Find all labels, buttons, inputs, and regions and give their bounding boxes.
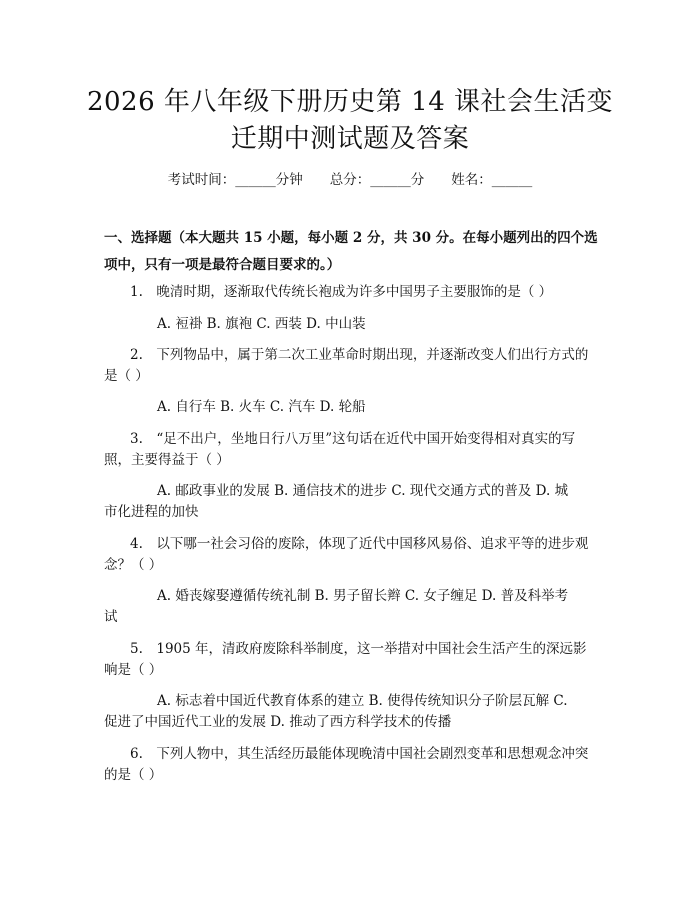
question-5-options-cont: 促进了中国近代工业的发展 D. 推动了西方科学技术的传播: [104, 714, 452, 730]
question-4-options-cont: 试: [104, 609, 118, 625]
section-heading: [104, 225, 604, 279]
question-6-text: 6. 下列人物中，其生活经历最能体现晚清中国社会剧烈变革和思想观念冲突: [130, 746, 589, 762]
question-4-options: A. 婚丧嫁娶遵循传统礼制 B. 男子留长辫 C. 女子缠足 D. 普及科举考: [157, 588, 569, 604]
question-2-options: A. 自行车 B. 火车 C. 汽车 D. 轮船: [157, 399, 366, 415]
question-3-text-cont: 照，主要得益于（ ）: [104, 452, 230, 468]
question-3-options-cont: 市化进程的加快: [104, 504, 199, 520]
question-1-text: 1. 晚清时期，逐渐取代传统长袍成为许多中国男子主要服饰的是（ ）: [130, 284, 553, 300]
question-5-options: A. 标志着中国近代教育体系的建立 B. 使得传统知识分子阶层瓦解 C.: [157, 693, 568, 709]
question-5-text-cont: 响是（ ）: [104, 662, 163, 678]
question-5-text: 5. 1905 年，清政府废除科举制度，这一举措对中国社会生活产生的深远影: [130, 641, 587, 657]
document-title-line-2: 迁期中测试题及答案: [230, 124, 470, 154]
section-heading-line-1: 一、选择题（本大题共 15 小题，每小题 2 分，共 30 分。在每小题列出的四个选: [104, 230, 598, 246]
question-3-text: 3. “足不出户，坐地日行八万里”这句话在近代中国开始变得相对真实的写: [130, 431, 576, 447]
question-3-options: A. 邮政事业的发展 B. 通信技术的进步 C. 现代交通方式的普及 D. 城: [157, 483, 569, 499]
question-6-text-cont: 的是（ ）: [104, 767, 163, 783]
question-4-text: 4. 以下哪一社会习俗的废除，体现了近代中国移风易俗、追求平等的进步观: [130, 536, 589, 552]
question-2-text: 2. 下列物品中，属于第二次工业革命时期出现，并逐渐改变人们出行方式的: [130, 347, 589, 363]
question-4-text-cont: 念？（ ）: [104, 557, 163, 573]
section-heading-line-2: 项中，只有一项是最符合题目要求的。）: [104, 257, 341, 273]
question-2-text-cont: 是（ ）: [104, 368, 149, 384]
exam-info-line: 考试时间：______分钟 总分：______分 姓名：______: [167, 172, 533, 188]
document-title-line-1: 2026 年八年级下册历史第 14 课社会生活变: [86, 87, 614, 117]
question-1-options: A. 裋褂 B. 旗袍 C. 西装 D. 中山装: [157, 316, 366, 332]
